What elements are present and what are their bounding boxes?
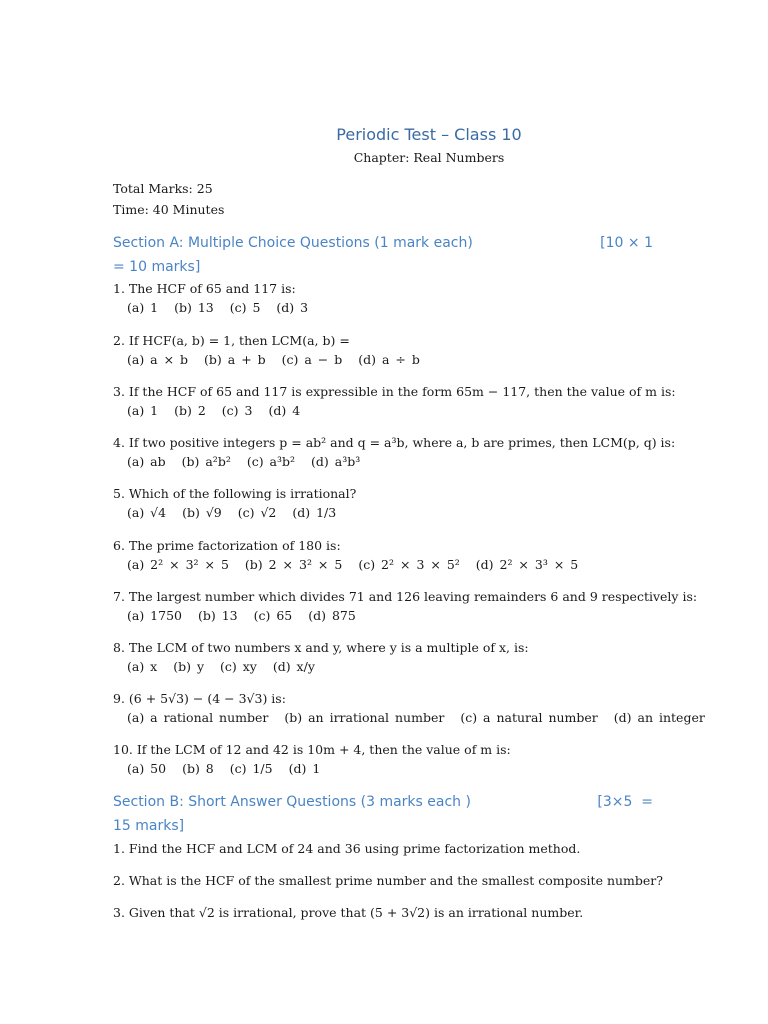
option: (b) 13 (174, 300, 214, 315)
option: (d) a³b³ (311, 454, 361, 469)
option: (d) 1 (288, 761, 321, 776)
option: (d) 4 (268, 403, 301, 418)
question-a1 (113, 279, 673, 317)
question-stem: 2. If HCF(a, b) = 1, then LCM(a, b) = (113, 333, 350, 348)
option: (a) 2² × 3² × 5 (127, 557, 229, 572)
page-title: Periodic Test – Class 10 (336, 125, 522, 144)
option: (d) x/y (272, 659, 315, 674)
chapter-subtitle: Chapter: Real Numbers (353, 150, 505, 165)
section-a-marks-continued: = 10 marks] (113, 259, 201, 275)
option: (c) 65 (253, 608, 293, 623)
question-b2 (113, 871, 673, 890)
option: (a) 50 (127, 761, 167, 776)
question-a2 (113, 331, 673, 369)
option: (b) a + b (204, 352, 266, 367)
question-options (113, 503, 673, 522)
option: (b) √9 (182, 505, 222, 520)
question-stem: 10. If the LCM of 12 and 42 is 10m + 4, then the value of m is: (113, 742, 511, 757)
option: (c) √2 (237, 505, 277, 520)
question-a7 (113, 587, 698, 625)
question-options (113, 555, 673, 574)
question-options (113, 298, 673, 317)
option: (b) y (173, 659, 205, 674)
option: (b) 2 (174, 403, 206, 418)
option: (a) 1 (127, 300, 159, 315)
question-b3 (113, 903, 673, 922)
question-b1 (113, 839, 673, 858)
question-stem: 9. (6 + 5√3) − (4 − 3√3) is: (113, 691, 286, 706)
question-a3 (113, 382, 676, 420)
option: (a) ab (127, 454, 166, 469)
option: (b) a²b² (181, 454, 231, 469)
question-stem: 3. If the HCF of 65 and 117 is expressible in the form 65m − 117, then the value of m is: (113, 384, 676, 399)
option: (b) an irrational number (284, 710, 445, 725)
question-a4 (113, 433, 676, 471)
option: (d) an integer (613, 710, 705, 725)
option: (c) a natural number (460, 710, 598, 725)
option: (a) a rational number (127, 710, 269, 725)
question-a8 (113, 638, 673, 676)
option: (a) 1 (127, 403, 159, 418)
question-a5 (113, 484, 673, 522)
question-stem: 1. The HCF of 65 and 117 is: (113, 281, 296, 296)
total-marks: Total Marks: 25 (113, 181, 213, 196)
section-a-title: Section A: Multiple Choice Questions (1 mark each) (113, 235, 473, 251)
question-options (113, 606, 673, 625)
option: (c) 3 (221, 403, 253, 418)
question-stem: 2. What is the HCF of the smallest prime number and the smallest composite number? (113, 873, 663, 888)
question-options (113, 657, 673, 676)
option: (d) 2² × 3³ × 5 (475, 557, 579, 572)
option: (b) 13 (197, 608, 238, 623)
question-options (113, 708, 705, 727)
option: (c) 5 (229, 300, 261, 315)
question-options (113, 452, 673, 471)
option: (a) 1750 (127, 608, 182, 623)
question-options (113, 401, 673, 420)
option: (d) a ÷ b (358, 352, 420, 367)
option: (c) a − b (281, 352, 343, 367)
question-options (113, 350, 673, 369)
section-b-marks-continued: 15 marks] (113, 818, 185, 834)
time-allowed: Time: 40 Minutes (113, 202, 225, 217)
section-b-title: Section B: Short Answer Questions (3 marks each ) (113, 794, 471, 810)
question-stem: 1. Find the HCF and LCM of 24 and 36 using prime factorization method. (113, 841, 581, 856)
section-b-marks: [3×5 = (597, 794, 653, 810)
question-a6 (113, 536, 673, 574)
option: (c) xy (220, 659, 257, 674)
option: (a) √4 (127, 505, 167, 520)
option: (d) 875 (308, 608, 356, 623)
option: (c) a³b² (246, 454, 296, 469)
option: (c) 1/5 (229, 761, 273, 776)
section-b-heading (113, 790, 653, 838)
question-a9 (113, 689, 705, 727)
question-stem: 5. Which of the following is irrational? (113, 486, 357, 501)
section-a-marks: [10 × 1 (600, 235, 653, 251)
question-stem: 3. Given that √2 is irrational, prove that (5 + 3√2) is an irrational number. (113, 905, 584, 920)
question-stem: 4. If two positive integers p = ab² and q = a³b, where a, b are primes, then LCM(p, q) is: (113, 435, 676, 450)
option: (b) 2 × 3² × 5 (244, 557, 343, 572)
question-a10 (113, 740, 673, 778)
option: (d) 3 (276, 300, 309, 315)
option: (a) x (127, 659, 158, 674)
question-options (113, 759, 673, 778)
question-stem: 8. The LCM of two numbers x and y, where y is a multiple of x, is: (113, 640, 529, 655)
option: (a) a × b (127, 352, 189, 367)
section-a-heading (113, 231, 653, 279)
option: (b) 8 (182, 761, 214, 776)
question-stem: 7. The largest number which divides 71 and 126 leaving remainders 6 and 9 respectively is: (113, 589, 698, 604)
option: (c) 2² × 3 × 5² (358, 557, 460, 572)
option: (d) 1/3 (292, 505, 337, 520)
question-stem: 6. The prime factorization of 180 is: (113, 538, 341, 553)
